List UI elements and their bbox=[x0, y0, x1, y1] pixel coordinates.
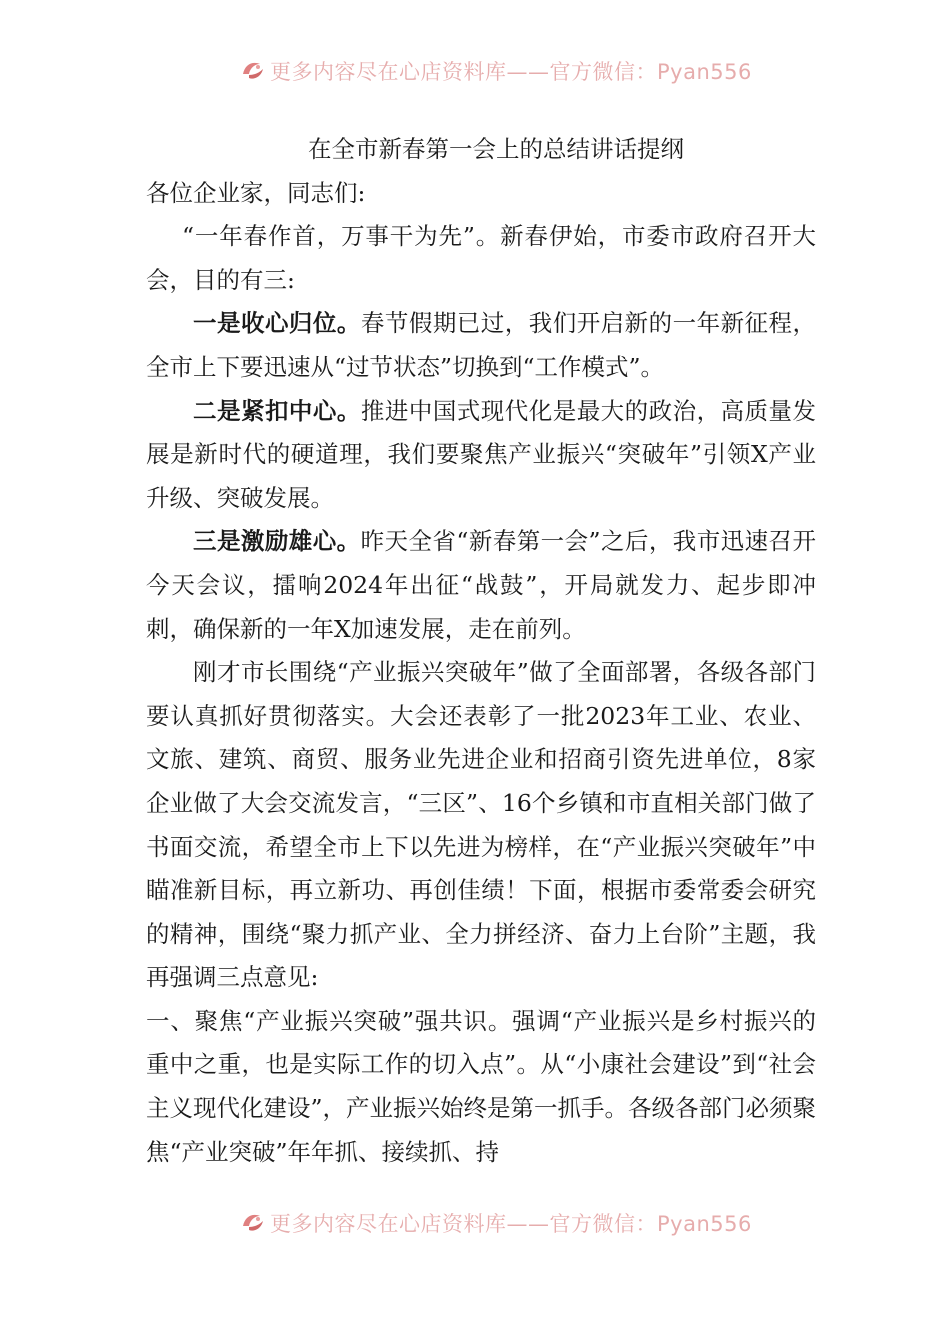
point-paragraph-3 bbox=[146, 520, 816, 651]
document-title: 在全市新春第一会上的总结讲话提纲 bbox=[308, 135, 684, 163]
brand-logo-icon bbox=[240, 58, 266, 84]
section-1-paragraph: 一、聚焦“产业振兴突破”强共识。强调“产业振兴是乡村振兴的重中之重，也是实际工作的切入点”。从“小康社会建设”到“社会主义现代化建设”，产业振兴始终是第一抓手。各级各部门必须聚焦“产业突破”年年抓、接续抓、持 bbox=[146, 1006, 817, 1166]
point-lead-1: 一是收心归位。 bbox=[193, 309, 361, 338]
point-body-2: 推进中国式现代化是最大的政治，高质量发展是新时代的硬道理，我们要聚焦产业振兴“突破年”引领X产业升级、突破发展。 bbox=[146, 396, 817, 512]
point-lead-2: 二是紧扣中心。 bbox=[193, 396, 361, 425]
point-paragraph-1 bbox=[146, 302, 816, 389]
point-lead-3: 三是激励雄心。 bbox=[193, 527, 361, 556]
watermark-text: 更多内容尽在心店资料库——官方微信：Pyan556 bbox=[270, 60, 752, 84]
document-body bbox=[146, 128, 816, 1174]
brand-logo-icon bbox=[240, 1210, 266, 1236]
salutation: 各位企业家，同志们: bbox=[146, 178, 366, 207]
intro-paragraph: “一年春作首，万事干为先”。新春伊始，市委市政府召开大会，目的有三: bbox=[146, 222, 816, 294]
summary-paragraph: 刚才市长围绕“产业振兴突破年”做了全面部署，各级各部门要认真抓好贯彻落实。大会还表彰了一批2023年工业、农业、文旅、建筑、商贸、服务业先进企业和招商引资先进单位，8家企业做了大会交流发言，“三区”、16个乡镇和市直相关部门做了书面交流，希望全市上下以先进为榜样，在“产业振兴突破年”中瞄准新目标，再立新功、再创佳绩！下面，根据市委常委会研究的精神，围绕“聚力抓产业、全力拼经济、奋力上台阶”主题，我再强调三点意见: bbox=[146, 658, 816, 992]
point-body-3: 昨天全省“新春第一会”之后，我市迅速召开今天会议，擂响2024年出征“战鼓”，开局就发力、起步即冲刺，确保新的一年X加速发展，走在前列。 bbox=[146, 527, 817, 643]
watermark-text: 更多内容尽在心店资料库——官方微信：Pyan556 bbox=[270, 1212, 752, 1236]
watermark-header bbox=[240, 56, 760, 86]
point-paragraph-2 bbox=[146, 390, 816, 521]
point-body-1: 春节假期已过，我们开启新的一年新征程，全市上下要迅速从“过节状态”切换到“工作模式”。 bbox=[146, 309, 817, 381]
watermark-footer bbox=[240, 1208, 760, 1238]
